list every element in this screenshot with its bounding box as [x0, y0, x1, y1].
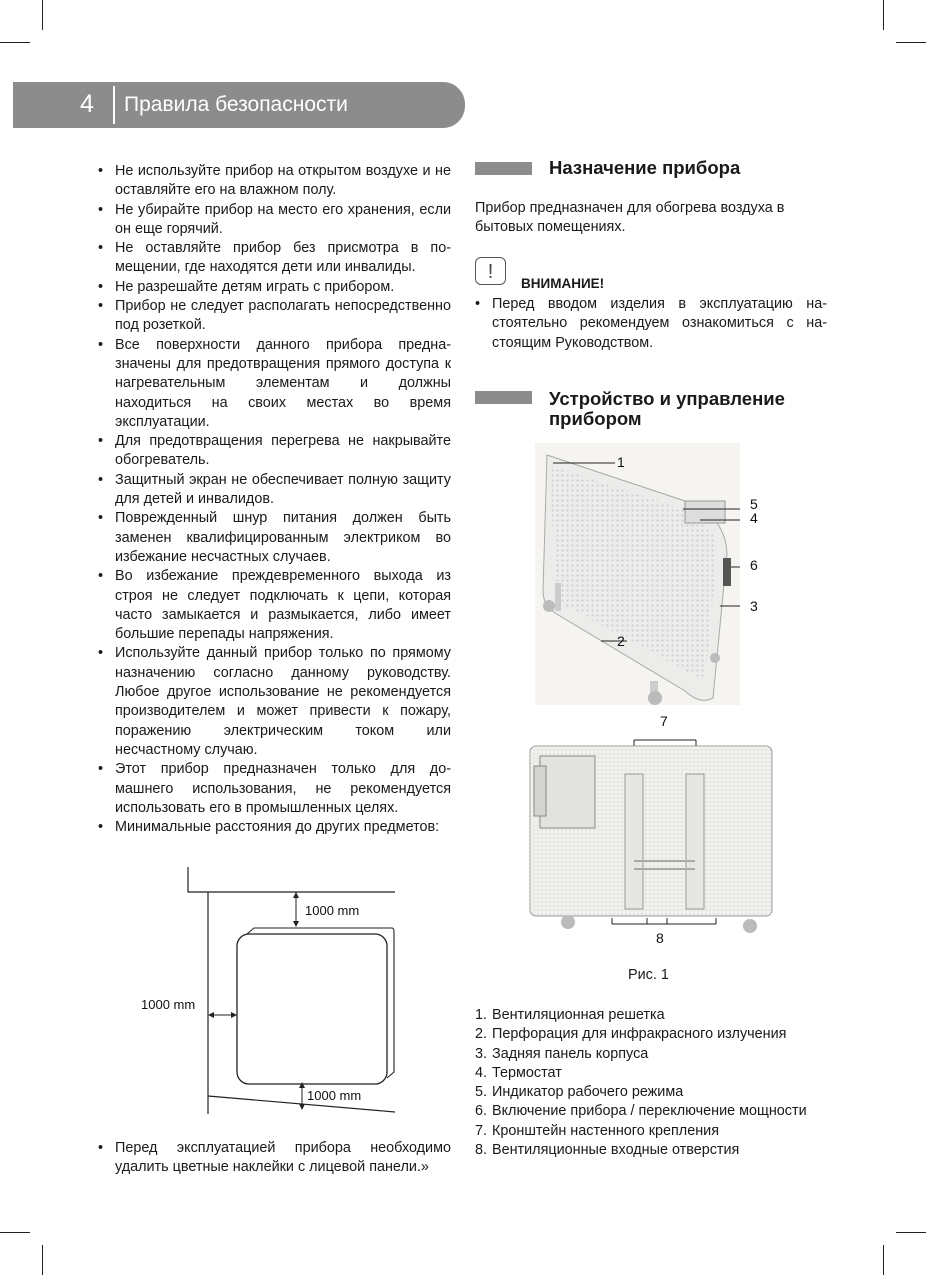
list-item-text: Включение прибора / переключение мощности [492, 1103, 807, 1120]
list-item [475, 1025, 830, 1044]
list-item: • Не используйте прибор на открытом воздухе и не оставляйте его на влажном полу. [98, 162, 451, 201]
callout-1: 1 [617, 454, 625, 470]
list-item: • Защитный экран не обеспечивает полную защиту для детей и инвалидов. [98, 471, 451, 510]
section-title-device [549, 389, 785, 429]
list-item [475, 1006, 830, 1025]
list-item-number: 6. [475, 1103, 488, 1120]
list-item: • Во избежание преждевременного выхода из строя не следует подключать к цепи, которая часто замыкается и размыкается, либо имеет большие перепады напряжения. [98, 567, 451, 644]
purpose-text: Прибор предназначен для обогрева воздуха в бытовых помещениях. [475, 200, 785, 236]
callout-2: 2 [617, 633, 625, 649]
page-title: Правила безопасности [124, 93, 348, 116]
callout-3: 3 [750, 598, 758, 614]
crop-mark [42, 1245, 43, 1275]
parts-list [475, 1006, 830, 1160]
final-note [98, 1139, 451, 1178]
clearance-top-label: 1000 mm [305, 903, 360, 918]
list-item-text: Задняя панель корпуса [492, 1045, 649, 1062]
list-item [475, 1045, 830, 1064]
list-item: • Используйте данный прибор только по прямому назначению согласно данному руководству. Любое другое использование не рекомендуется производителем и может привести к пожару, поражению электрическим током или несчастному случаю. [98, 644, 451, 760]
heater-front-illustration [535, 443, 745, 708]
section-title-purpose: Назначение прибора [549, 157, 741, 178]
list-item-text: Термостат [492, 1064, 562, 1081]
list-item: • Не убирайте прибор на место его хранения, если он еще горячий. [98, 201, 451, 240]
list-item [475, 1083, 830, 1102]
list-item: • Этот прибор предназначен только для домашнего использования, не рекомендуется использовать его в промышленных целях. [98, 760, 451, 818]
list-item: • Поврежденный шнур питания должен быть заменен квалифицированным электриком во избежание несчастных случаев. [98, 509, 451, 567]
list-item [475, 1102, 830, 1121]
list-item-number: 4. [475, 1064, 488, 1081]
safety-rules [98, 162, 451, 837]
list-item-text: Кронштейн настенного крепления [492, 1122, 719, 1139]
list-item: • Прибор не следует располагать непосредственно под розеткой. [98, 297, 451, 336]
list-item: • Перед эксплуатацией прибора необходимо удалить цветные наклейки с лицевой панели.» [98, 1139, 451, 1178]
list-item-number: 7. [475, 1122, 488, 1139]
section-marker [475, 162, 532, 175]
callout-4: 4 [750, 510, 758, 526]
page-number: 4 [80, 90, 94, 118]
callout-6: 6 [750, 557, 758, 573]
crop-mark [0, 1232, 30, 1233]
clearance-side-label: 1000 mm [141, 997, 196, 1012]
list-item: • Минимальные расстояния до других предметов: [98, 818, 451, 837]
crop-mark [896, 1232, 926, 1233]
list-item-number: 8. [475, 1142, 488, 1159]
list-item [475, 1064, 830, 1083]
callout-7: 7 [660, 713, 668, 729]
list-item: • Все поверхности данного прибора предназначены для предотвращения прямого доступа к нагревательным элементам и должны находиться на своих местах во время эксплуатации. [98, 336, 451, 432]
list-item-number: 5. [475, 1084, 488, 1101]
heater-back-illustration [528, 736, 776, 944]
callout-5: 5 [750, 496, 758, 512]
list-item [475, 1122, 830, 1141]
section-title-line: Устройство и управление [549, 388, 785, 409]
crop-mark [896, 42, 926, 43]
crop-mark [883, 1245, 884, 1275]
crop-mark [0, 42, 30, 43]
list-item-text: Перфорация для инфракрасного излучения [492, 1026, 787, 1043]
crop-mark [883, 0, 884, 30]
list-item: • Для предотвращения перегрева не накрывайте обогреватель. [98, 432, 451, 471]
list-item-number: 1. [475, 1007, 488, 1023]
list-item-number: 3. [475, 1045, 488, 1062]
clearance-bottom-label: 1000 mm [307, 1088, 362, 1103]
header-divider [113, 86, 115, 124]
list-item-number: 2. [475, 1026, 488, 1043]
list-item: • Перед вводом изделия в эксплуатацию настоятельно рекомендуем ознакомиться с настоящим Руководством. [475, 295, 827, 353]
list-item: • Не оставляйте прибор без присмотра в помещении, где находятся дети или инвалиды. [98, 239, 451, 278]
list-item-text: Индикатор рабочего режима [492, 1084, 684, 1101]
warning-icon: ! [475, 257, 506, 285]
clearance-diagram [130, 862, 410, 1124]
warning-title: ВНИМАНИЕ! [521, 276, 605, 291]
list-item: • Не разрешайте детям играть с прибором. [98, 278, 451, 297]
warning-text [475, 295, 827, 353]
list-item [475, 1141, 830, 1160]
list-item-text: Вентиляционная решетка [492, 1007, 665, 1023]
crop-mark [42, 0, 43, 30]
callout-8: 8 [656, 930, 664, 946]
section-marker [475, 391, 532, 404]
list-item-text: Вентиляционные входные отверстия [492, 1142, 740, 1159]
figure-caption: Рис. 1 [628, 967, 669, 983]
section-title-line: прибором [549, 408, 642, 429]
